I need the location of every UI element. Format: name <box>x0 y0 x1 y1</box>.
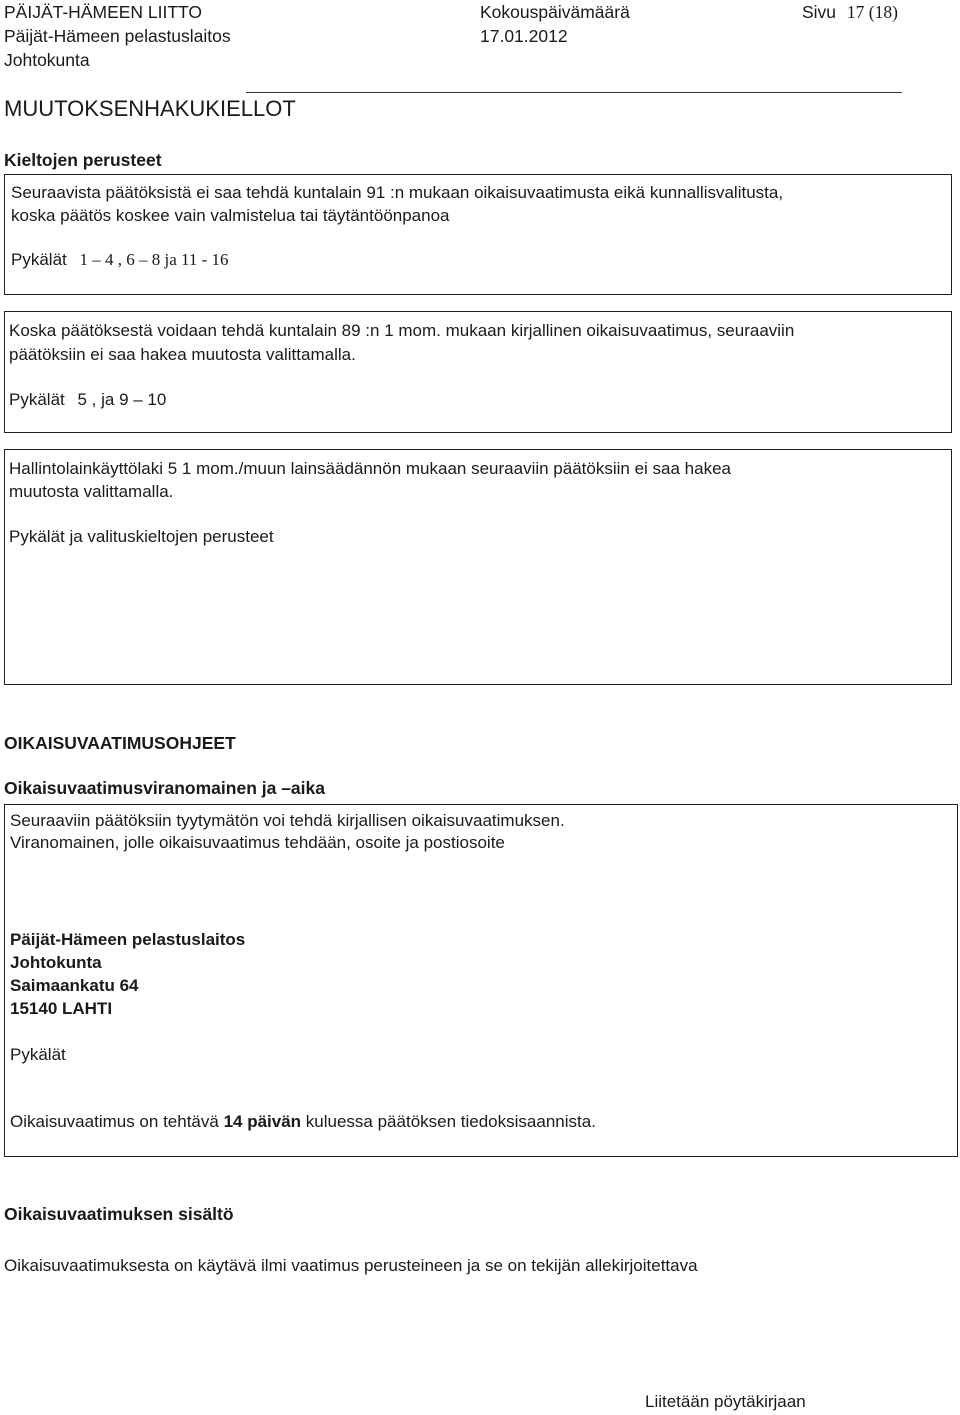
ban-box-rectification-sections <box>9 390 166 410</box>
ban-box-administrative-line1: Hallintolainkäyttölaki 5 1 mom./muun lainsäädännön mukaan seuraaviin päätöksiin ei saa hakea <box>9 459 731 478</box>
ban-box-administrative-sections: Pykälät ja valituskieltojen perusteet <box>9 527 274 546</box>
ban-box-administrative <box>4 449 952 685</box>
deadline-post: kuluessa päätöksen tiedoksisaannista. <box>301 1112 596 1131</box>
ban-box-rectification-line1: Koska päätöksestä voidaan tehdä kuntalain 89 :n 1 mom. mukaan kirjallinen oikaisuvaatimus, seuraaviin <box>9 321 795 340</box>
bans-heading: Kieltojen perusteet <box>4 150 162 170</box>
organization-name: PÄIJÄT-HÄMEEN LIITTO <box>4 2 203 22</box>
deadline-days: 14 päivän <box>223 1112 302 1131</box>
meeting-date: 17.01.2012 <box>480 26 568 46</box>
deadline-text <box>10 1112 596 1132</box>
sections-label: Pykälät <box>11 250 67 269</box>
sections-value: 1 – 4 , 6 – 8 ja 11 - 16 <box>79 250 229 269</box>
sections-label: Pykälät <box>9 390 65 409</box>
instructions-box <box>4 804 958 1157</box>
instructions-subheading: Oikaisuvaatimusviranomainen ja –aika <box>4 778 325 798</box>
ban-box-preparation-line1: Seuraavista päätöksistä ei saa tehdä kuntalain 91 :n mukaan oikaisuvaatimusta eikä kunnallisvalitusta, <box>11 183 784 202</box>
governing-body: Johtokunta <box>4 50 90 70</box>
sections-value: 5 , ja 9 – 10 <box>77 390 167 409</box>
ban-box-preparation <box>4 174 952 295</box>
ban-box-rectification-line2: päätöksiin ei saa hakea muutosta valittamalla. <box>9 345 356 364</box>
authority-body: Johtokunta <box>10 953 102 972</box>
page-value: 17 (18) <box>846 2 898 22</box>
ban-box-preparation-sections <box>11 250 229 270</box>
content-text: Oikaisuvaatimuksesta on käytävä ilmi vaatimus perusteineen ja se on tekijän allekirjoitettava <box>4 1256 698 1275</box>
content-heading: Oikaisuvaatimuksen sisältö <box>4 1204 234 1224</box>
ban-box-administrative-line2: muutosta valittamalla. <box>9 482 174 501</box>
header-rule <box>246 92 902 93</box>
ban-box-rectification <box>4 311 952 433</box>
deadline-pre: Oikaisuvaatimus on tehtävä <box>10 1112 224 1131</box>
page-label: Sivu <box>802 2 837 22</box>
authority-street: Saimaankatu 64 <box>10 976 139 995</box>
instructions-heading: OIKAISUVAATIMUSOHJEET <box>4 733 236 753</box>
page-title: MUUTOKSENHAKUKIELLOT <box>4 96 296 121</box>
meeting-date-label: Kokouspäivämäärä <box>480 2 630 22</box>
footer-note: Liitetään pöytäkirjaan <box>645 1392 806 1411</box>
department-name: Päijät-Hämeen pelastuslaitos <box>4 26 231 46</box>
instructions-line1: Seuraaviin päätöksiin tyytymätön voi tehdä kirjallisen oikaisuvaatimuksen. <box>10 811 565 830</box>
page-number <box>802 2 898 23</box>
ban-box-preparation-line2: koska päätös koskee vain valmistelua tai täytäntöönpanoa <box>11 206 450 225</box>
instructions-line2: Viranomainen, jolle oikaisuvaatimus tehdään, osoite ja postiosoite <box>10 833 505 852</box>
instructions-sections-label: Pykälät <box>10 1045 66 1064</box>
authority-name: Päijät-Hämeen pelastuslaitos <box>10 930 246 949</box>
authority-postcode: 15140 LAHTI <box>10 999 113 1018</box>
